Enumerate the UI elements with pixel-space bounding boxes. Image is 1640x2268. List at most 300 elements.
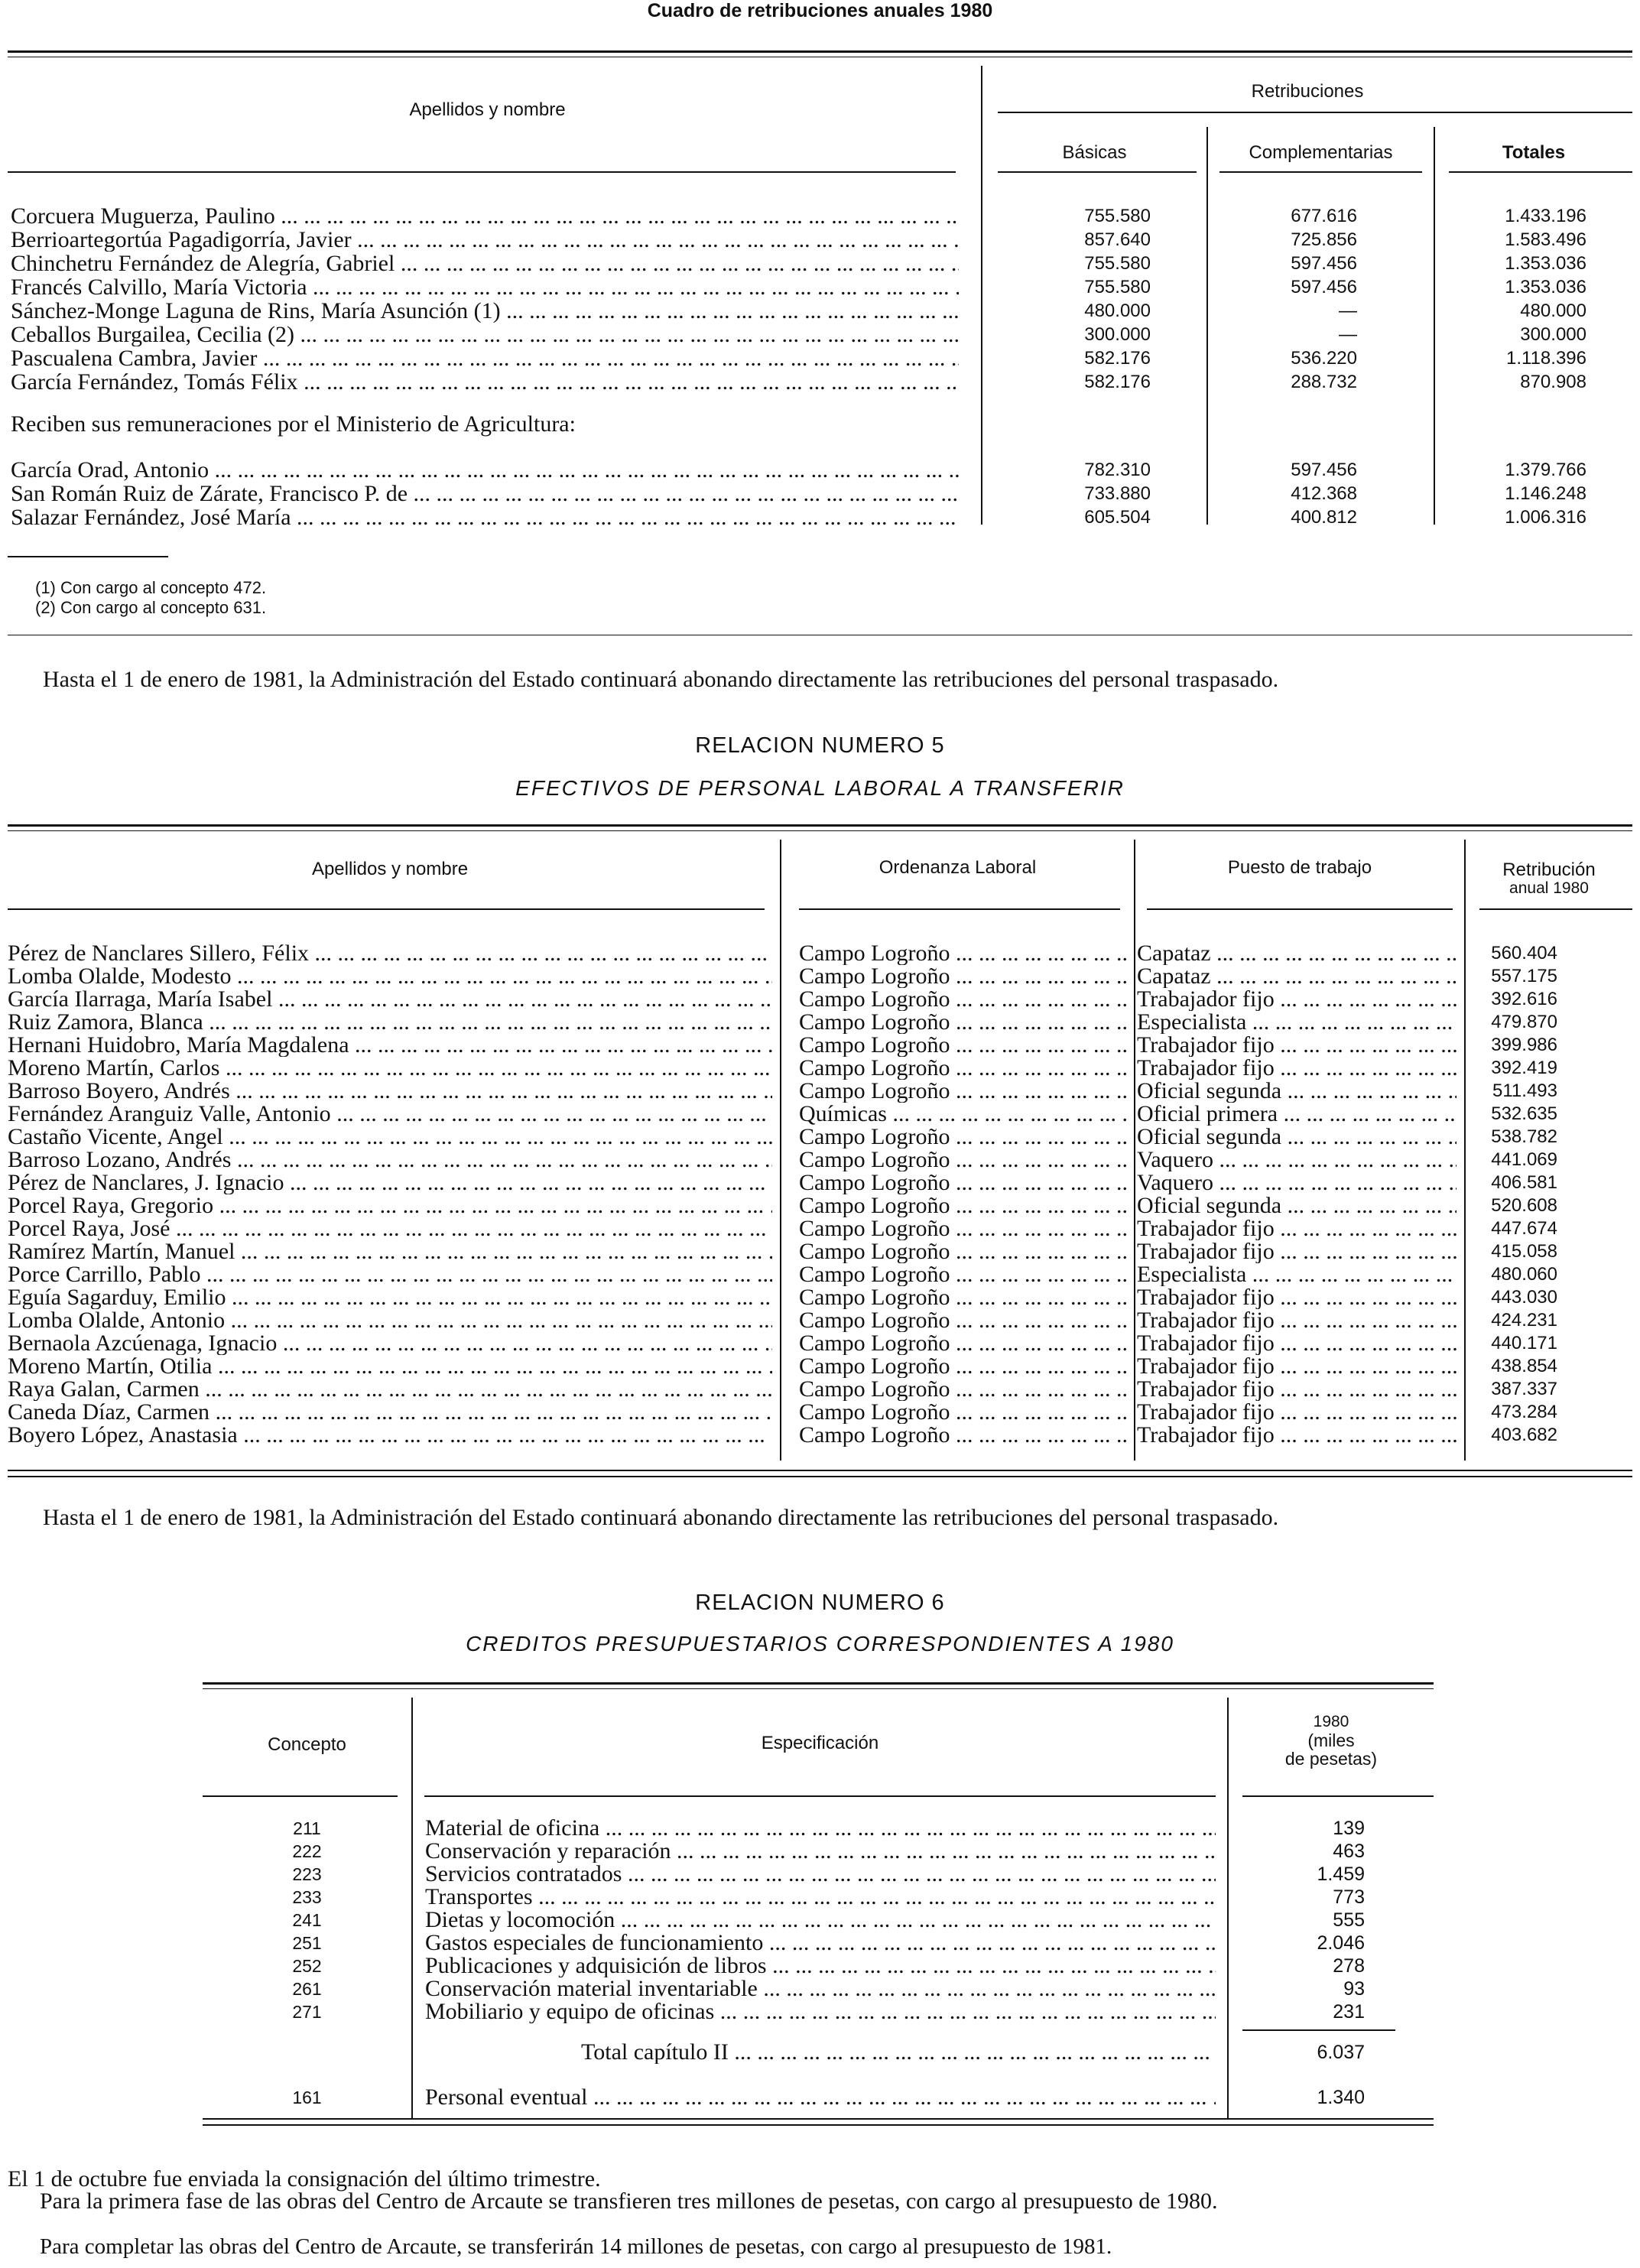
person-name: [8, 1378, 772, 1401]
retribucion-value: 441.069: [1491, 1149, 1557, 1170]
table-row: [0, 1194, 1640, 1217]
person-name: [11, 276, 959, 299]
table-row: [0, 1057, 1640, 1080]
person-name: [8, 1057, 772, 1080]
person-name: [8, 988, 772, 1011]
especificacion-text: Gastos especiales de funcionamiento: [425, 1932, 764, 1954]
table2-heading: RELACION NUMERO 5: [695, 733, 945, 758]
person-name: [11, 300, 959, 323]
retribucion-value: 560.404: [1491, 943, 1557, 963]
concepto-value: 223: [292, 1864, 322, 1884]
table-row: [0, 1080, 1640, 1103]
ordenanza-text: Campo Logroño: [799, 1057, 950, 1080]
person-name-text: García Ilarraga, María Isabel: [8, 988, 273, 1011]
table2-bottom-rule-2: [8, 1476, 1632, 1477]
totales-value: 1.433.196: [1505, 206, 1586, 226]
table3-header-amount-2: (miles: [1307, 1730, 1355, 1750]
amount-value: 463: [1333, 1841, 1365, 1862]
table-row: [0, 988, 1640, 1011]
retribucion-value: 440.171: [1491, 1333, 1557, 1353]
puesto-value: [1137, 1240, 1457, 1263]
puesto-value: [1137, 1171, 1457, 1194]
ordenanza-value: [799, 1194, 1128, 1217]
ordenanza-text: Campo Logroño: [799, 942, 950, 965]
table-row: [0, 483, 1640, 505]
retribucion-value: 447.674: [1491, 1218, 1557, 1239]
table-row: [0, 229, 1640, 252]
concepto-value: 211: [293, 1818, 321, 1838]
table-row: [0, 2000, 1640, 2023]
puesto-text: Especialista: [1137, 1263, 1247, 1286]
person-name: [11, 323, 959, 346]
retribucion-value: 392.419: [1491, 1058, 1557, 1078]
table1-footnote-2: (2) Con cargo al concepto 631.: [35, 598, 267, 617]
ordenanza-value: [799, 1309, 1128, 1332]
especificacion-value: [425, 1977, 1216, 2000]
puesto-value: [1137, 942, 1457, 965]
person-name-text: Chinchetru Fernández de Alegría, Gabriel: [11, 252, 395, 275]
ordenanza-text: Campo Logroño: [799, 1424, 950, 1447]
person-name-text: Ruiz Zamora, Blanca: [8, 1011, 203, 1034]
table1-group-rule: [998, 112, 1632, 113]
table3-subtotal-rule: [1242, 2029, 1395, 2031]
table-row: [0, 1424, 1640, 1447]
table-row: [0, 1954, 1640, 1977]
table-row: [0, 1309, 1640, 1332]
puesto-value: [1137, 1057, 1457, 1080]
concepto-value: 233: [292, 1887, 322, 1907]
person-name: [11, 347, 959, 370]
especificacion-text: Conservación material inventariable: [425, 1977, 758, 2000]
especificacion-value: [425, 1909, 1216, 1932]
puesto-value: [1137, 1263, 1457, 1286]
person-name: [8, 1286, 772, 1309]
ordenanza-value: [799, 1286, 1128, 1309]
person-name-text: Francés Calvillo, María Victoria: [11, 276, 307, 299]
basicas-value: 755.580: [1084, 253, 1151, 274]
person-name: [11, 483, 959, 505]
person-name-text: Moreno Martín, Carlos: [8, 1057, 220, 1080]
retribucion-value: 511.493: [1492, 1080, 1557, 1101]
retribucion-value: 532.635: [1491, 1103, 1557, 1124]
puesto-value: [1137, 1355, 1457, 1378]
complementarias-value: 597.456: [1291, 277, 1357, 297]
ordenanza-text: Campo Logroño: [799, 1171, 950, 1194]
table3-underline-concepto: [203, 1795, 398, 1797]
person-name-text: Eguía Sagarduy, Emilio: [8, 1286, 226, 1309]
person-name: [8, 1080, 772, 1103]
table-row: [0, 1817, 1640, 1840]
ordenanza-text: Campo Logroño: [799, 1263, 950, 1286]
puesto-value: [1137, 1309, 1457, 1332]
table-row: [0, 942, 1640, 965]
puesto-text: Oficial segunda: [1137, 1080, 1282, 1103]
puesto-text: Oficial segunda: [1137, 1126, 1282, 1149]
basicas-value: 300.000: [1084, 324, 1151, 345]
amount-value: 93: [1343, 1978, 1365, 2000]
person-name: [11, 205, 959, 228]
puesto-text: Trabajador fijo: [1137, 1286, 1275, 1309]
person-name: [11, 252, 959, 275]
complementarias-value: 412.368: [1291, 483, 1357, 504]
person-name-text: Porcel Raya, José: [8, 1217, 170, 1240]
person-name-text: García Orad, Antonio: [11, 459, 209, 482]
ordenanza-value: [799, 1240, 1128, 1263]
ordenanza-text: Campo Logroño: [799, 965, 950, 988]
table3-bottom-rule-2: [203, 2124, 1434, 2126]
person-name: [11, 459, 959, 482]
complementarias-value: 536.220: [1291, 348, 1357, 369]
person-name-text: Sánchez-Monge Laguna de Rins, María Asunción (1): [11, 300, 501, 323]
especificacion-value: [425, 1886, 1216, 1909]
totales-value: 480.000: [1520, 301, 1586, 321]
person-name: [8, 965, 772, 988]
puesto-text: Capataz: [1137, 942, 1211, 965]
table-row: [0, 1840, 1640, 1863]
person-name-text: Berrioartegortúa Pagadigorría, Javier: [11, 229, 352, 252]
ordenanza-text: Campo Logroño: [799, 1011, 950, 1034]
person-name-text: Moreno Martín, Otilia: [8, 1355, 213, 1378]
amount-value: 278: [1333, 1955, 1365, 1977]
ordenanza-value: [799, 1217, 1128, 1240]
puesto-value: [1137, 1378, 1457, 1401]
ordenanza-text: Campo Logroño: [799, 1194, 950, 1217]
ordenanza-value: [799, 1057, 1128, 1080]
puesto-value: [1137, 1126, 1457, 1149]
complementarias-value: —: [1339, 324, 1357, 345]
complementarias-value: 288.732: [1291, 372, 1357, 392]
totales-value: 1.379.766: [1505, 460, 1586, 480]
ordenanza-text: Campo Logroño: [799, 1309, 950, 1332]
ordenanza-value: [799, 1424, 1128, 1447]
puesto-value: [1137, 1149, 1457, 1171]
person-name-text: Porcel Raya, Gregorio: [8, 1194, 214, 1217]
table1-compl-underline: [1219, 171, 1422, 173]
table-row: [0, 1286, 1640, 1309]
person-name: [8, 1332, 772, 1355]
especificacion-text: Servicios contratados: [425, 1863, 622, 1886]
ordenanza-text: Campo Logroño: [799, 1080, 950, 1103]
basicas-value: 733.880: [1084, 483, 1151, 504]
table3-total-amount: 6.037: [1317, 2042, 1365, 2063]
table-row: [0, 276, 1640, 299]
table-row: [0, 1886, 1640, 1909]
person-name-text: San Román Ruiz de Zárate, Francisco P. de: [11, 483, 408, 505]
table-row: [0, 205, 1640, 228]
totales-value: 1.583.496: [1505, 229, 1586, 250]
table2-underline-ordenanza: [799, 908, 1120, 910]
table3-extra-amount: 1.340: [1317, 2087, 1365, 2108]
puesto-text: Trabajador fijo: [1137, 988, 1275, 1011]
person-name-text: Hernani Huidobro, María Magdalena: [8, 1034, 349, 1057]
table1-top-rule: [8, 50, 1632, 53]
person-name-text: Lomba Olalde, Antonio: [8, 1309, 226, 1332]
person-name: [11, 371, 959, 394]
table-row: [0, 1011, 1640, 1034]
retribucion-value: 392.616: [1491, 989, 1557, 1009]
table3-top-rule: [203, 1682, 1434, 1685]
table3-total-label: Total capítulo II ... .: [581, 2041, 1216, 2064]
amount-value: 231: [1333, 2001, 1365, 2023]
person-name-text: Ceballos Burgailea, Cecilia (2): [11, 323, 295, 346]
table2-header-puesto: Puesto de trabajo: [1227, 857, 1372, 878]
person-name: [8, 1401, 772, 1424]
table1-header-name: Apellidos y nombre: [409, 99, 566, 120]
retribucion-value: 406.581: [1491, 1172, 1557, 1193]
puesto-value: [1137, 988, 1457, 1011]
table2-underline-puesto: [1147, 908, 1453, 910]
ordenanza-value: [799, 1080, 1128, 1103]
person-name: [8, 1263, 772, 1286]
ordenanza-value: [799, 942, 1128, 965]
puesto-text: Trabajador fijo: [1137, 1217, 1275, 1240]
concepto-value: 222: [292, 1841, 322, 1861]
ordenanza-value: [799, 1378, 1128, 1401]
person-name: [8, 1103, 772, 1126]
puesto-text: Trabajador fijo: [1137, 1332, 1275, 1355]
table-row: [0, 965, 1640, 988]
table-row: [0, 252, 1640, 275]
complementarias-value: 725.856: [1291, 229, 1357, 250]
retribucion-value: 557.175: [1491, 966, 1557, 986]
puesto-text: Oficial segunda: [1137, 1194, 1282, 1217]
table-row: [0, 1977, 1640, 2000]
table-row: [0, 1863, 1640, 1886]
ordenanza-text: Campo Logroño: [799, 1286, 950, 1309]
puesto-value: [1137, 1103, 1457, 1126]
table2-header-name: Apellidos y nombre: [311, 859, 469, 879]
concepto-value: 252: [292, 1956, 322, 1976]
table1-title: Cuadro de retribuciones anuales 1980: [647, 0, 993, 21]
person-name-text: Caneda Díaz, Carmen: [8, 1401, 210, 1424]
person-name-text: Fernández Aranguiz Valle, Antonio: [8, 1103, 331, 1126]
retribucion-value: 399.986: [1491, 1035, 1557, 1055]
table3-header-amount-1: 1980: [1313, 1713, 1349, 1730]
puesto-text: Trabajador fijo: [1137, 1309, 1275, 1332]
table2-header-retribucion-1: Retribución: [1502, 859, 1596, 880]
table-row: [0, 1332, 1640, 1355]
table-row: [0, 371, 1640, 394]
amount-value: 2.046: [1317, 1932, 1365, 1954]
person-name: [8, 942, 772, 965]
puesto-text: Trabajador fijo: [1137, 1240, 1275, 1263]
ordenanza-text: Campo Logroño: [799, 988, 950, 1011]
table3-extra-concepto: 161: [292, 2088, 322, 2107]
table-row: [0, 1355, 1640, 1378]
table3-extra-row: [0, 2086, 1640, 2109]
especificacion-value: [425, 1954, 1216, 1977]
table-row: [0, 323, 1640, 346]
retribucion-value: 480.060: [1491, 1264, 1557, 1285]
ordenanza-value: [799, 1149, 1128, 1171]
table1-footnote-rule: [8, 556, 168, 557]
table1-basicas-underline: [998, 171, 1197, 173]
retribucion-value: 479.870: [1491, 1012, 1557, 1032]
puesto-text: Capataz: [1137, 965, 1211, 988]
paragraph-1: Hasta el 1 de enero de 1981, la Administración del Estado continuará abonando directamente las retribuciones del personal traspasado.: [43, 667, 1279, 692]
complementarias-value: 597.456: [1291, 253, 1357, 274]
complementarias-value: 677.616: [1291, 206, 1357, 226]
person-name: [8, 1034, 772, 1057]
ordenanza-value: [799, 1401, 1128, 1424]
person-name: [8, 1355, 772, 1378]
person-name: [8, 1309, 772, 1332]
table-row: [0, 1171, 1640, 1194]
person-name: [8, 1011, 772, 1034]
totales-value: 1.353.036: [1505, 277, 1586, 297]
especificacion-text: Dietas y locomoción: [425, 1909, 615, 1932]
table2-title: EFECTIVOS DE PERSONAL LABORAL A TRANSFERIR: [515, 776, 1125, 800]
puesto-text: Trabajador fijo: [1137, 1378, 1275, 1401]
person-name-text: Salazar Fernández, José María: [11, 506, 291, 529]
puesto-value: [1137, 965, 1457, 988]
table3-header-especificacion: Especificación: [761, 1733, 879, 1753]
table-row: [0, 506, 1640, 529]
concepto-value: 241: [292, 1910, 322, 1930]
ordenanza-value: [799, 1355, 1128, 1378]
person-name: [8, 1126, 772, 1149]
puesto-text: Trabajador fijo: [1137, 1057, 1275, 1080]
table-row: [0, 1401, 1640, 1424]
person-name-text: García Fernández, Tomás Félix: [11, 371, 298, 394]
table-row: [0, 1217, 1640, 1240]
puesto-value: [1137, 1217, 1457, 1240]
table-row: [0, 1378, 1640, 1401]
table3-extra-especificacion: Personal eventual ... .: [425, 2086, 1216, 2109]
basicas-value: 605.504: [1084, 507, 1151, 528]
amount-value: 555: [1333, 1909, 1365, 1931]
table1-header-basicas: Básicas: [1062, 142, 1127, 163]
table2-top-rule-2: [8, 830, 1632, 831]
person-name-text: Pérez de Nanclares Sillero, Félix: [8, 942, 310, 965]
person-name-text: Pascualena Cambra, Javier: [11, 347, 258, 370]
retribucion-value: 415.058: [1491, 1241, 1557, 1262]
retribucion-value: 520.608: [1491, 1195, 1557, 1216]
closing-3: Para completar las obras del Centro de Arcaute, se transferirán 14 millones de pesetas, con cargo al presupuesto de 1981.: [40, 2234, 1112, 2259]
basicas-value: 782.310: [1084, 460, 1151, 480]
person-name-text: Raya Galan, Carmen: [8, 1378, 200, 1401]
ordenanza-value: [799, 1263, 1128, 1286]
puesto-value: [1137, 1332, 1457, 1355]
person-name-text: Boyero López, Anastasia: [8, 1424, 238, 1447]
table1-header-underline: [8, 171, 956, 173]
ordenanza-value: [799, 1034, 1128, 1057]
puesto-value: [1137, 1011, 1457, 1034]
basicas-value: 755.580: [1084, 206, 1151, 226]
person-name-text: Barroso Boyero, Andrés: [8, 1080, 230, 1103]
table3-bottom-rule: [203, 2118, 1434, 2120]
table3-underline-amount: [1242, 1795, 1434, 1797]
closing-1: El 1 de octubre fue enviada la consignación del último trimestre.: [8, 2166, 601, 2192]
ordenanza-text: Campo Logroño: [799, 1217, 950, 1240]
puesto-text: Especialista: [1137, 1011, 1247, 1034]
table2-bottom-rule: [8, 1470, 1632, 1471]
ordenanza-text: Campo Logroño: [799, 1126, 950, 1149]
ordenanza-text: Campo Logroño: [799, 1332, 950, 1355]
totales-value: 1.353.036: [1505, 253, 1586, 274]
especificacion-text: Material de oficina: [425, 1817, 600, 1840]
table-row: [0, 1932, 1640, 1954]
especificacion-text: Transportes: [425, 1886, 533, 1909]
person-name-text: Castaño Vicente, Angel: [8, 1126, 223, 1149]
especificacion-value: [425, 1863, 1216, 1886]
person-name: [8, 1171, 772, 1194]
table-row: [0, 1909, 1640, 1932]
especificacion-text: Conservación y reparación: [425, 1840, 671, 1863]
puesto-value: [1137, 1194, 1457, 1217]
especificacion-value: [425, 1932, 1216, 1954]
totales-value: 1.118.396: [1506, 348, 1586, 369]
table3-header-concepto: Concepto: [268, 1734, 346, 1755]
table-row: [0, 1149, 1640, 1171]
table3-title: CREDITOS PRESUPUESTARIOS CORRESPONDIENTES A 1980: [466, 1632, 1174, 1656]
amount-value: 1.459: [1317, 1863, 1365, 1885]
table1-header-complementarias: Complementarias: [1249, 142, 1393, 163]
person-name-text: Lomba Olalde, Modesto: [8, 965, 232, 988]
puesto-text: Oficial primera: [1137, 1103, 1278, 1126]
ordenanza-text: Campo Logroño: [799, 1355, 950, 1378]
puesto-text: Trabajador fijo: [1137, 1034, 1275, 1057]
ordenanza-text: Campo Logroño: [799, 1378, 950, 1401]
especificacion-value: [425, 1817, 1216, 1840]
puesto-text: Trabajador fijo: [1137, 1424, 1275, 1447]
table1-subheading: Reciben sus remuneraciones por el Ministerio de Agricultura:: [11, 411, 576, 437]
ordenanza-text: Campo Logroño: [799, 1034, 950, 1057]
complementarias-value: —: [1339, 301, 1357, 321]
amount-value: 773: [1333, 1886, 1365, 1908]
complementarias-value: 597.456: [1291, 460, 1357, 480]
table2-header-ordenanza: Ordenanza Laboral: [878, 857, 1037, 878]
especificacion-text: Mobiliario y equipo de oficinas: [425, 2000, 715, 2023]
especificacion-text: Publicaciones y adquisición de libros: [425, 1954, 767, 1977]
table-row: [0, 1263, 1640, 1286]
ordenanza-text: Campo Logroño: [799, 1401, 950, 1424]
table-row: [0, 1034, 1640, 1057]
table-row: [0, 1240, 1640, 1263]
person-name-text: Porce Carrillo, Pablo: [8, 1263, 201, 1286]
basicas-value: 480.000: [1084, 301, 1151, 321]
retribucion-value: 473.284: [1491, 1402, 1557, 1422]
concepto-value: 261: [292, 1979, 322, 1999]
ordenanza-value: [799, 1171, 1128, 1194]
person-name-text: Bernaola Azcúenaga, Ignacio: [8, 1332, 278, 1355]
table1-header-totales: Totales: [1502, 142, 1566, 163]
puesto-text: Trabajador fijo: [1137, 1401, 1275, 1424]
amount-value: 139: [1333, 1818, 1365, 1839]
totales-value: 1.146.248: [1505, 483, 1586, 504]
person-name-text: Barroso Lozano, Andrés: [8, 1149, 232, 1171]
person-name: [11, 506, 959, 529]
totales-value: 870.908: [1520, 372, 1586, 392]
person-name-text: Pérez de Nanclares, J. Ignacio: [8, 1171, 284, 1194]
table3-heading: RELACION NUMERO 6: [695, 1591, 945, 1615]
table-row: [0, 1126, 1640, 1149]
puesto-text: Vaquero: [1137, 1149, 1213, 1171]
person-name: [8, 1194, 772, 1217]
puesto-text: Vaquero: [1137, 1171, 1213, 1194]
table-row: [0, 1103, 1640, 1126]
concepto-value: 271: [292, 2002, 322, 2022]
ordenanza-value: [799, 1011, 1128, 1034]
person-name: [8, 1149, 772, 1171]
table3-top-rule-2: [203, 1688, 1434, 1689]
basicas-value: 582.176: [1084, 372, 1151, 392]
table2-header-retribucion-2: anual 1980: [1509, 879, 1589, 897]
person-name: [8, 1217, 772, 1240]
table1-footnote-1: (1) Con cargo al concepto 472.: [35, 578, 267, 597]
person-name: [11, 229, 959, 252]
retribucion-value: 387.337: [1491, 1379, 1557, 1399]
